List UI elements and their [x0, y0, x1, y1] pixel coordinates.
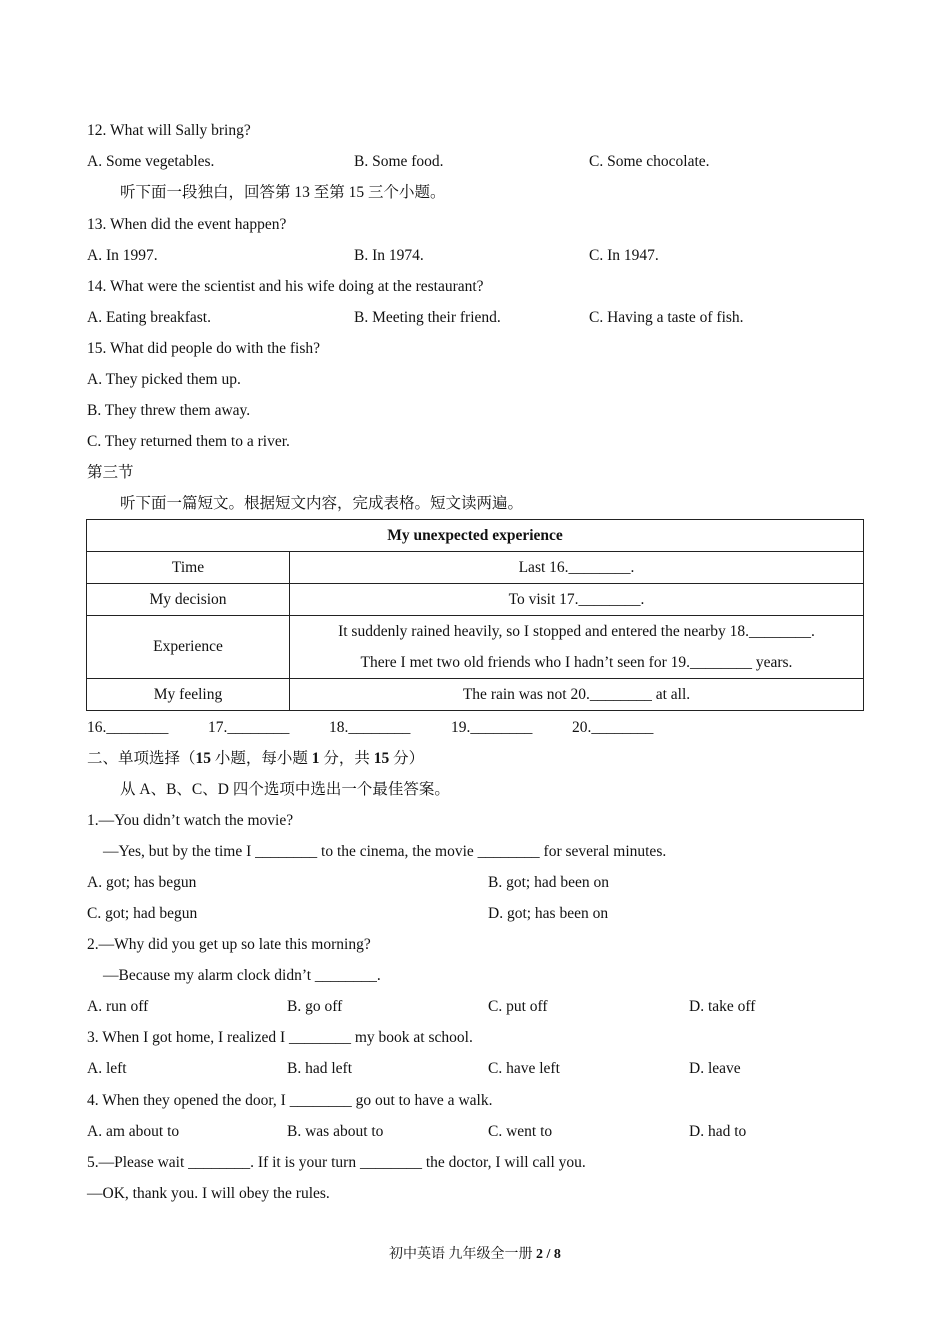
experience-table — [86, 519, 864, 711]
mc5-line-2: —OK, thank you. I will obey the rules. — [87, 1185, 330, 1202]
row-value: Last 16.________. — [290, 552, 864, 584]
mc4-option-d: D. had to — [689, 1123, 747, 1140]
row-value-line: It suddenly rained heavily, so I stopped and entered the nearby 18.________. — [338, 623, 815, 640]
row-value: The rain was not 20.________ at all. — [290, 679, 864, 711]
mc2-option-c: C. put off — [488, 998, 548, 1015]
q15-option-a: A. They picked them up. — [87, 371, 241, 388]
row-label: Experience — [87, 616, 290, 679]
mc4-option-c: C. went to — [488, 1123, 553, 1140]
row-value-line: There I met two old friends who I hadn’t seen for 19.________ years. — [360, 654, 793, 671]
mc2-option-a: A. run off — [87, 998, 149, 1015]
mc2-line-1: 2.—Why did you get up so late this morning? — [87, 936, 371, 953]
question-12-stem: 12. What will Sally bring? — [87, 122, 251, 139]
answer-blank-18: 18.________ — [329, 719, 411, 736]
q13-option-a: A. In 1997. — [87, 247, 158, 264]
row-value: To visit 17.________. — [290, 584, 864, 616]
q12-option-c: C. Some chocolate. — [589, 153, 710, 170]
mc3-line-1: 3. When I got home, I realized I ________ my book at school. — [87, 1029, 473, 1046]
section-3-title: 第三节 — [87, 464, 134, 481]
mc3-option-a: A. left — [87, 1060, 127, 1077]
question-14-stem: 14. What were the scientist and his wife doing at the restaurant? — [87, 278, 484, 295]
q14-option-c: C. Having a taste of fish. — [589, 309, 744, 326]
mc2-option-b: B. go off — [287, 998, 343, 1015]
mc2-line-2: —Because my alarm clock didn’t ________. — [103, 967, 381, 984]
table-row — [87, 679, 864, 711]
answer-blank-16: 16.________ — [87, 719, 169, 736]
row-value — [290, 616, 864, 679]
part-2-instruction: 从 A、B、C、D 四个选项中选出一个最佳答案。 — [120, 781, 450, 798]
mc2-option-d: D. take off — [689, 998, 756, 1015]
q13-option-b: B. In 1974. — [354, 247, 424, 264]
q12-option-b: B. Some food. — [354, 153, 444, 170]
table-row — [87, 584, 864, 616]
mc1-line-2: —Yes, but by the time I ________ to the cinema, the movie ________ for several minutes. — [103, 843, 667, 860]
table-row — [87, 552, 864, 584]
footer-text: 初中英语 九年级全一册 — [389, 1247, 537, 1262]
mc4-line-1: 4. When they opened the door, I ________ go out to have a walk. — [87, 1092, 493, 1109]
answer-blank-20: 20.________ — [572, 719, 654, 736]
q13-option-c: C. In 1947. — [589, 247, 659, 264]
q14-option-b: B. Meeting their friend. — [354, 309, 501, 326]
mc5-line-1: 5.—Please wait ________. If it is your turn ________ the doctor, I will call you. — [87, 1154, 586, 1171]
question-13-stem: 13. When did the event happen? — [87, 216, 287, 233]
monologue-instruction: 听下面一段独白，回答第 13 至第 15 三个小题。 — [120, 184, 446, 201]
page-number: 2 / 8 — [536, 1247, 561, 1262]
answer-blank-19: 19.________ — [451, 719, 533, 736]
mc1-option-b: B. got; had been on — [488, 874, 609, 891]
table-row — [87, 616, 864, 679]
mc1-option-d: D. got; has been on — [488, 905, 609, 922]
q15-option-c: C. They returned them to a river. — [87, 433, 290, 450]
mc3-option-c: C. have left — [488, 1060, 560, 1077]
section-3-instruction: 听下面一篇短文。根据短文内容，完成表格。短文读两遍。 — [120, 495, 524, 512]
mc3-option-d: D. leave — [689, 1060, 741, 1077]
q14-option-a: A. Eating breakfast. — [87, 309, 211, 326]
mc4-option-a: A. am about to — [87, 1123, 180, 1140]
mc3-option-b: B. had left — [287, 1060, 352, 1077]
row-label: My feeling — [87, 679, 290, 711]
mc1-line-1: 1.—You didn’t watch the movie? — [87, 812, 294, 829]
question-15-stem: 15. What did people do with the fish? — [87, 340, 321, 357]
mc4-option-b: B. was about to — [287, 1123, 384, 1140]
q15-option-b: B. They threw them away. — [87, 402, 251, 419]
answer-blank-17: 17.________ — [208, 719, 290, 736]
page-footer — [0, 1246, 950, 1264]
row-label: Time — [87, 552, 290, 584]
mc1-option-c: C. got; had begun — [87, 905, 198, 922]
row-label: My decision — [87, 584, 290, 616]
q12-option-a: A. Some vegetables. — [87, 153, 215, 170]
table-title: My unexpected experience — [87, 520, 864, 552]
mc1-option-a: A. got; has begun — [87, 874, 197, 891]
part-2-heading: 二、单项选择（15 小题，每小题 1 分，共 15 分） — [87, 750, 425, 767]
